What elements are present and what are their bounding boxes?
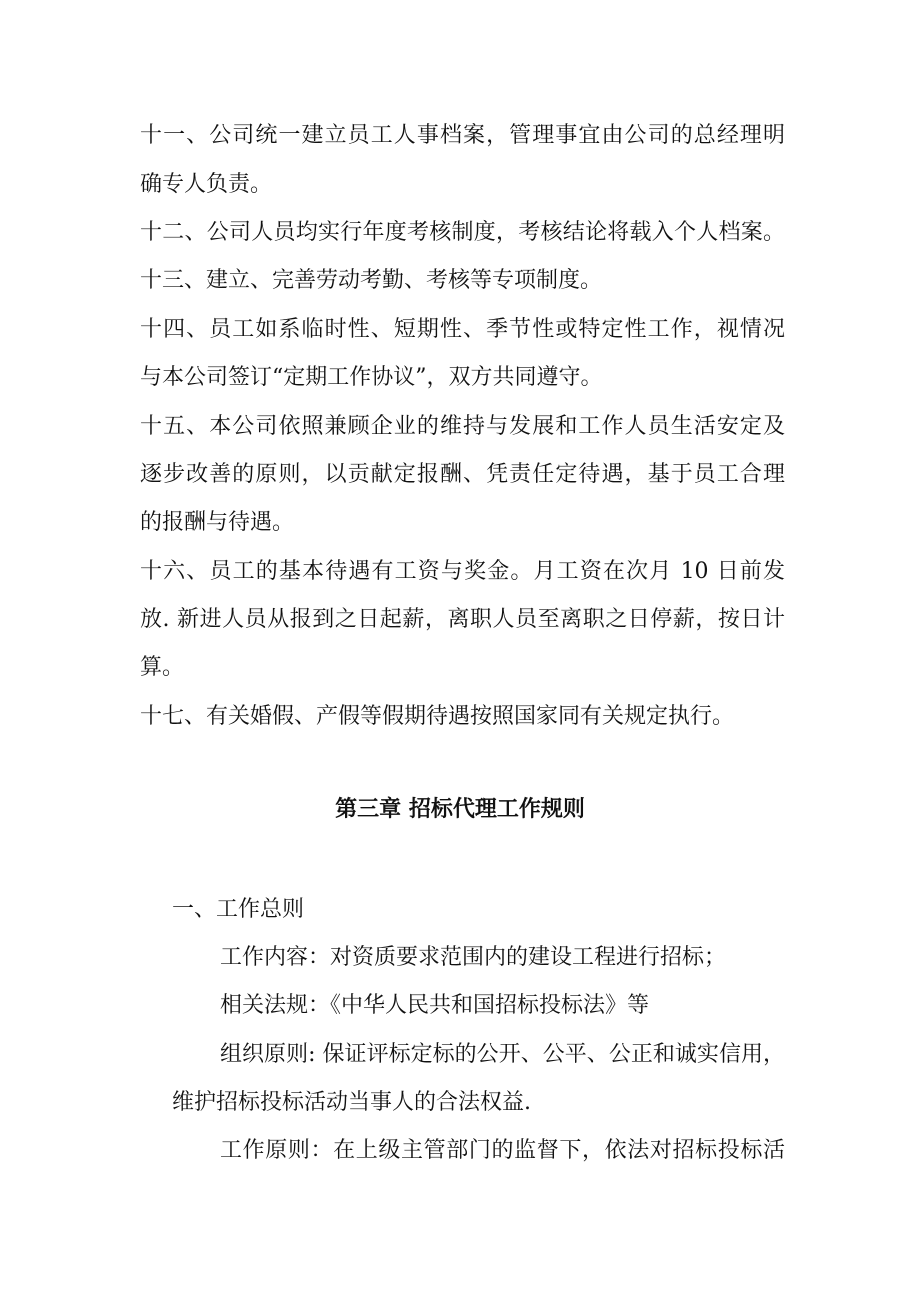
paragraph-line: 确专人负责。	[140, 172, 273, 197]
paragraph-line: 十五、本公司依照兼顾企业的维持与发展和工作人员生活安定及	[140, 414, 785, 439]
paragraph-line: 算。	[140, 655, 185, 680]
section-heading: 一、工作总则	[172, 897, 305, 922]
paragraph-line: 的报酬与待遇。	[140, 510, 295, 535]
paragraph-line: 放. 新进人员从报到之日起薪，离职人员至离职之日停薪，按日计	[140, 607, 785, 632]
paragraph-line: 十七、有关婚假、产假等假期待遇按照国家同有关规定执行。	[140, 704, 735, 729]
paragraph-line: 十四、员工如系临时性、短期性、季节性或特定性工作，视情况	[140, 317, 785, 342]
related-laws: 相关法规：《中华人民共和国招标投标法》等	[220, 993, 650, 1018]
paragraph-line: 十二、公司人员均实行年度考核制度，考核结论将载入个人档案。	[140, 220, 785, 245]
org-principle-line: 组织原则: 保证评标定标的公开、公平、公正和诚实信用，	[220, 1042, 785, 1067]
work-content: 工作内容：对资质要求范围内的建设工程进行招标；	[220, 945, 727, 970]
paragraph-line: 十一、公司统一建立员工人事档案，管理事宜由公司的总经理明	[140, 123, 785, 148]
paragraph-line: 逐步改善的原则，以贡献定报酬、凭责任定待遇，基于员工合理	[140, 462, 785, 487]
paragraph-line: 与本公司签订“定期工作协议”，双方共同遵守。	[140, 365, 603, 390]
paragraph-line: 十六、员工的基本待遇有工资与奖金。月工资在次月 10 日前发	[140, 559, 785, 584]
chapter-title: 第三章 招标代理工作规则	[335, 797, 585, 822]
paragraph-line: 十三、建立、完善劳动考勤、考核等专项制度。	[140, 268, 603, 293]
work-principle-line: 工作原则：在上级主管部门的监督下，依法对招标投标活	[220, 1138, 785, 1163]
org-principle-line: 维护招标投标活动当事人的合法权益.	[172, 1090, 531, 1115]
